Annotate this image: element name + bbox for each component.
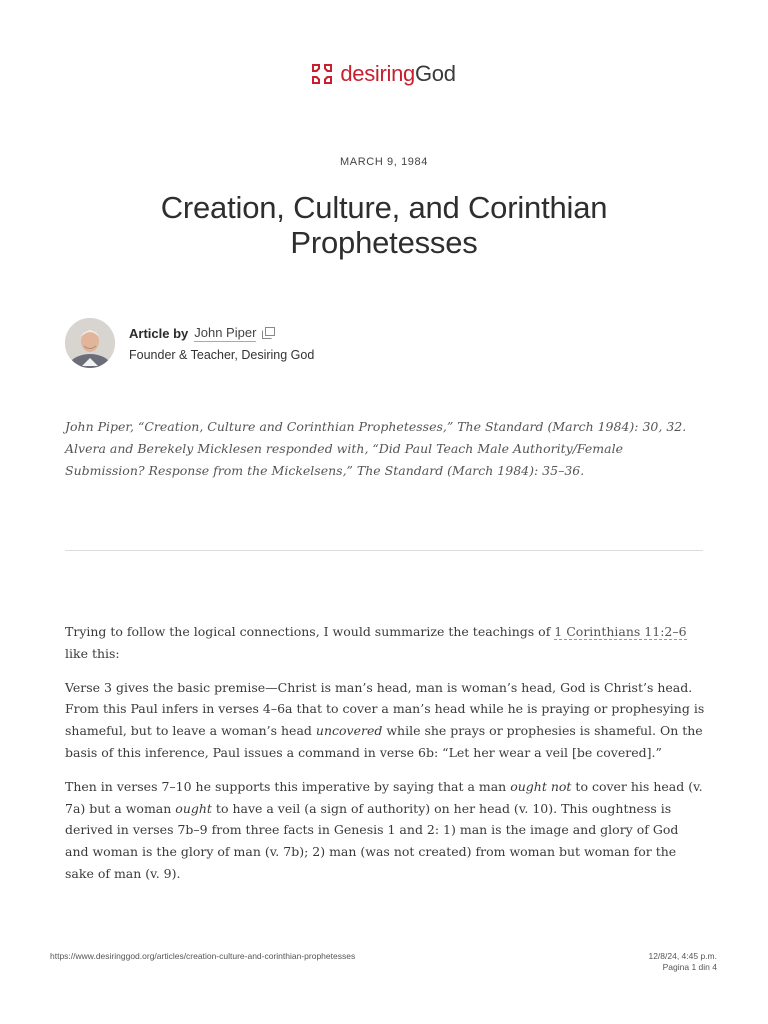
byline-label: Article by [129,325,189,341]
p3-text-after: to have a veil (a sign of authority) on her head (v. 10). This oughtness is derived in verses 7b–9 from three facts in Genesis 1 and 2: 1) man is the image and glory of God and woman is the glory of man (v. 7b); 2) man (was not created) from woman but woman for the sake of man (v. 9). [65,800,679,881]
scripture-link-1-corinthians[interactable]: 1 Corinthians 11:2–6 [554,624,687,639]
p3-text-before: Then in verses 7–10 he supports this imperative by saying that a man [65,778,511,794]
footer-url: https://www.desiringgod.org/articles/creation-culture-and-corinthian-prophetesses [50,951,356,961]
p2-text-after: while she prays or prophesies is shameful. On the basis of this inference, Paul issues a command in verse 6b: “Let her wear a veil [be covered].” [65,723,703,760]
author-role: Founder & Teacher, Desiring God [129,347,315,362]
byline [129,325,314,362]
footer-meta [648,951,717,973]
desiring-god-logo-icon [312,64,332,84]
site-logo[interactable] [0,62,768,86]
external-window-icon[interactable] [262,327,275,339]
avatar-portrait-icon [65,318,115,368]
author-avatar[interactable] [65,318,115,368]
logo-god: God [414,61,456,86]
logo-desiring: desiring [340,61,415,86]
paragraph-3 [65,776,705,885]
author-block [65,318,314,368]
p1-text-before: Trying to follow the logical connections, I would summarize the teachings of [65,624,555,639]
article-title: Creation, Culture, and Corinthian Prophetesses [160,190,608,260]
p1-text-after: like this: [65,645,120,661]
article-date: MARCH 9, 1984 [340,156,428,168]
p3-emphasis-2: ought [175,800,212,816]
citation-note: John Piper, “Creation, Culture and Corinthian Prophetesses,” The Standard (March 1984): 30, 32. Alvera and Berekely Micklesen responded with, “Did Paul Teach Male Authority/Female Submission? Response from the Mickelsens,” The Standard (March 1984): 35–36. [65,419,687,478]
logo-wordmark [340,62,455,86]
paragraph-1 [65,621,705,665]
p3-text-middle: to cover his head (v. 7a) but a woman [65,778,703,816]
paragraph-2 [65,677,705,764]
p3-emphasis-1: ought not [510,778,572,794]
p2-emphasis: uncovered [315,723,383,739]
p2-text-before: Verse 3 gives the basic premise—Christ is man’s head, man is woman’s head, God is Christ’s head. From this Paul infers in verses 4–6a that to cover a man’s head while he is praying or prophesying is shameful, but to leave a woman’s head [65,679,705,739]
page-number: Pagina 1 din 4 [662,962,717,972]
section-divider [65,550,703,551]
author-name-link[interactable]: John Piper [194,324,257,340]
article-body [65,621,705,897]
print-timestamp: 12/8/24, 4:45 p.m. [648,951,717,961]
